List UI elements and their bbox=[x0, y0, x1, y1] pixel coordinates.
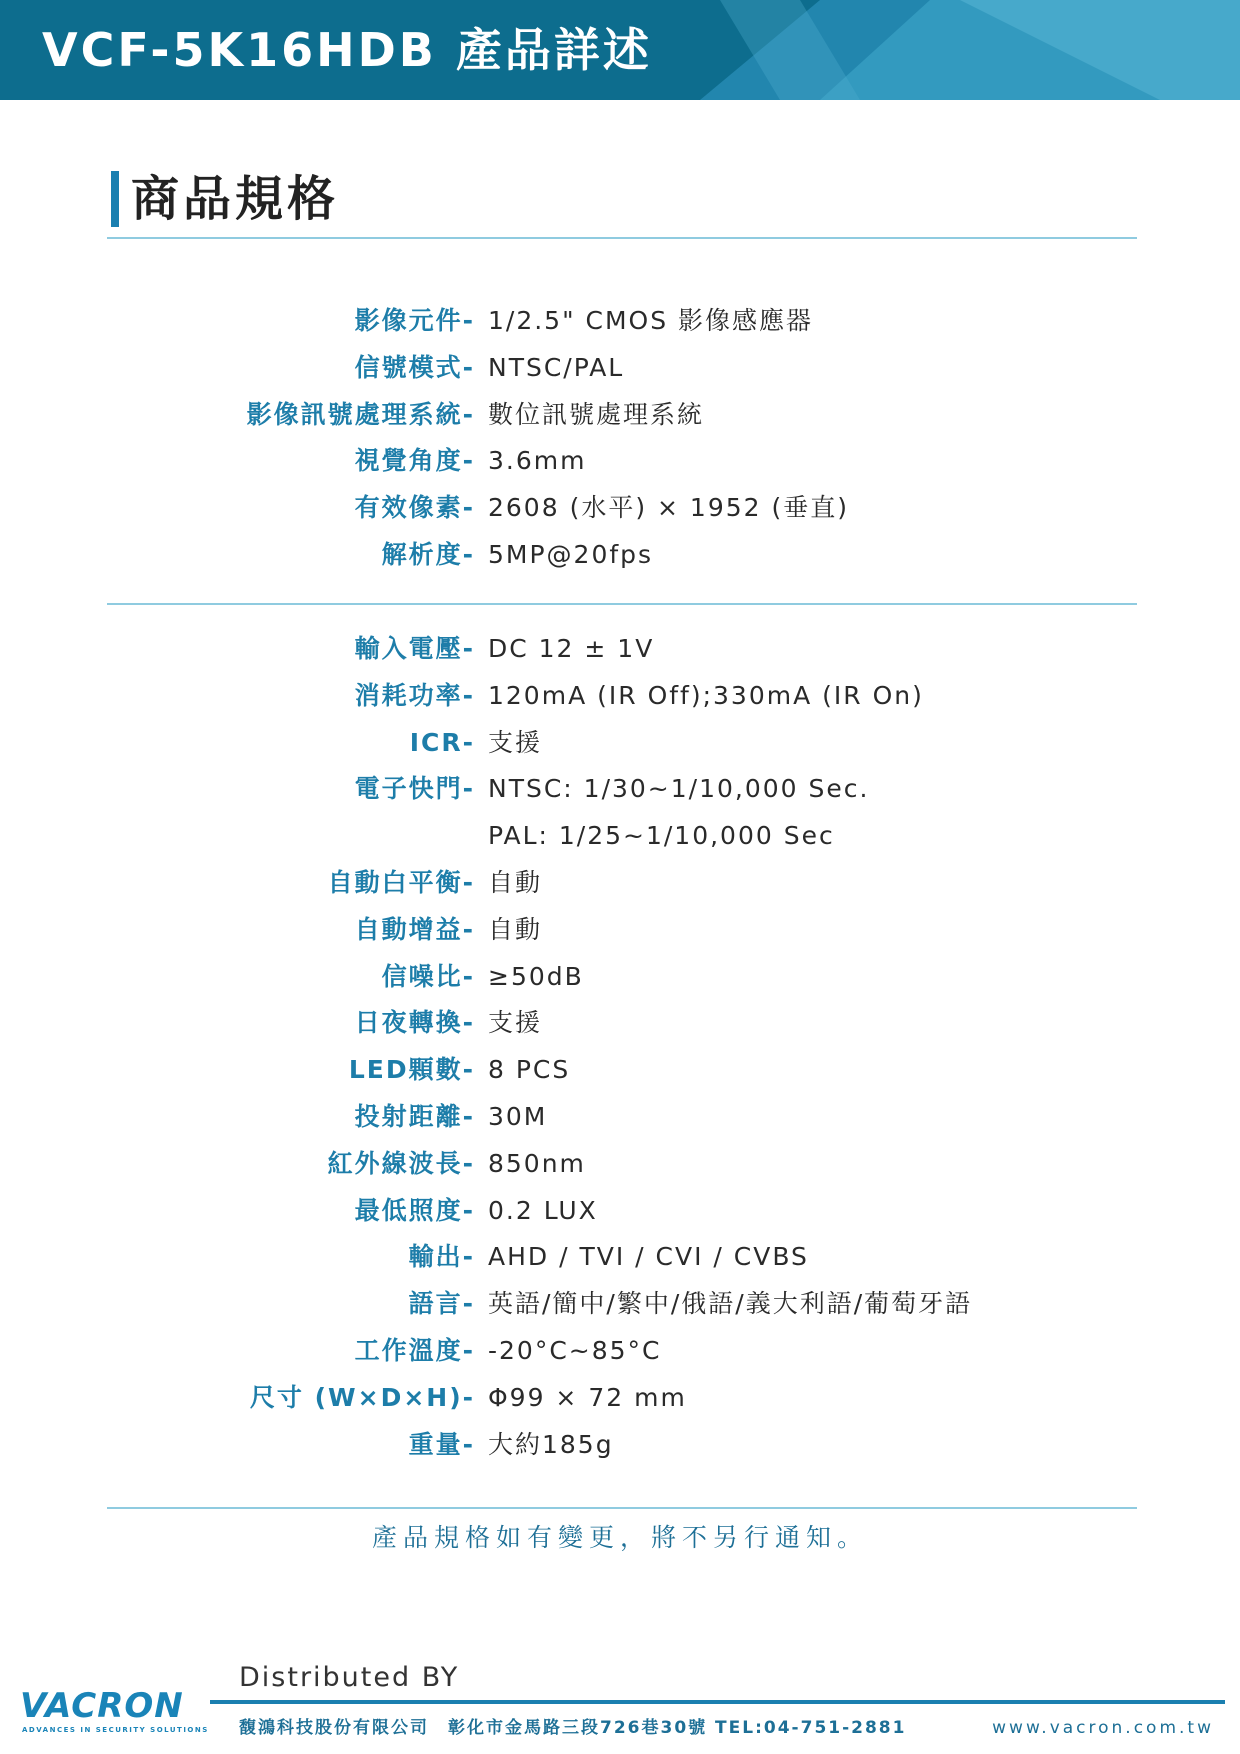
spec-label: 有效像素- bbox=[354, 493, 475, 523]
spec-value: 支援 bbox=[488, 727, 543, 757]
spec-value: 8 PCS bbox=[488, 1055, 571, 1085]
spec-label: 最低照度- bbox=[354, 1195, 475, 1225]
spec-value: 120mA (IR Off);330mA (IR On) bbox=[488, 680, 924, 710]
spec-value: PAL: 1/25~1/10,000 Sec bbox=[488, 821, 835, 851]
spec-row bbox=[0, 813, 1240, 860]
spec-value: ≥50dB bbox=[488, 961, 584, 991]
spec-value: 支援 bbox=[488, 1008, 543, 1038]
spec-value: 3.6mm bbox=[488, 446, 587, 476]
spec-row bbox=[0, 860, 1240, 907]
spec-row bbox=[0, 954, 1240, 1001]
spec-value: 1/2.5" CMOS 影像感應器 bbox=[488, 306, 814, 335]
spec-value: 0.2 LUX bbox=[488, 1195, 598, 1225]
spec-label: 尺寸 (W×D×H)- bbox=[249, 1382, 475, 1412]
spec-label: 視覺角度- bbox=[354, 446, 475, 476]
spec-row bbox=[0, 532, 1240, 579]
spec-label: LED顆數- bbox=[348, 1055, 475, 1085]
spec-label: 語言- bbox=[408, 1289, 475, 1319]
spec-row bbox=[0, 392, 1240, 439]
spec-label: 自動白平衡- bbox=[327, 867, 475, 897]
spec-label: 重量- bbox=[408, 1429, 475, 1459]
header-bar bbox=[0, 0, 1240, 100]
spec-row bbox=[0, 1234, 1240, 1281]
spec-group-imaging bbox=[0, 298, 1240, 579]
spec-value: 30M bbox=[488, 1101, 548, 1131]
notice-text: 產品規格如有變更，將不另行通知。 bbox=[371, 1523, 868, 1552]
spec-label: 自動增益- bbox=[354, 914, 475, 944]
divider bbox=[107, 237, 1137, 239]
footer-divider bbox=[210, 1700, 1225, 1704]
spec-row bbox=[0, 1422, 1240, 1469]
logo-tagline: ADVANCES IN SECURITY SOLUTIONS bbox=[22, 1726, 209, 1734]
spec-label: 電子快門- bbox=[354, 774, 475, 804]
spec-label: 解析度- bbox=[381, 539, 475, 569]
spec-value: 自動 bbox=[488, 867, 543, 897]
spec-row bbox=[0, 1094, 1240, 1141]
spec-value: 英語/簡中/繁中/俄語/義大利語/葡萄牙語 bbox=[488, 1289, 973, 1319]
spec-row bbox=[0, 345, 1240, 392]
spec-value: NTSC: 1/30~1/10,000 Sec. bbox=[488, 774, 870, 804]
spec-row bbox=[0, 1375, 1240, 1422]
spec-value: AHD / TVI / CVI / CVBS bbox=[488, 1242, 809, 1272]
spec-label: 紅外線波長- bbox=[327, 1148, 475, 1178]
spec-label: 消耗功率- bbox=[354, 680, 475, 710]
spec-group-general bbox=[0, 626, 1240, 1468]
spec-value: 數位訊號處理系統 bbox=[488, 399, 705, 429]
spec-value: 850nm bbox=[488, 1148, 586, 1178]
spec-row bbox=[0, 673, 1240, 720]
spec-label: 信號模式- bbox=[354, 352, 475, 382]
distributed-by: Distributed BY bbox=[239, 1662, 460, 1693]
spec-value: 2608 (水平) × 1952 (垂直) bbox=[488, 493, 849, 523]
spec-label: 輸入電壓- bbox=[354, 634, 475, 663]
spec-label: 影像元件- bbox=[354, 306, 475, 335]
spec-value: NTSC/PAL bbox=[488, 352, 625, 382]
spec-label: ICR- bbox=[409, 727, 475, 757]
spec-value: -20°C~85°C bbox=[488, 1335, 662, 1365]
spec-label: 投射距離- bbox=[354, 1101, 475, 1131]
spec-row bbox=[0, 1000, 1240, 1047]
spec-row bbox=[0, 1188, 1240, 1235]
spec-label: 輸出- bbox=[408, 1242, 475, 1272]
divider bbox=[107, 1507, 1137, 1509]
spec-row bbox=[0, 626, 1240, 673]
spec-row bbox=[0, 485, 1240, 532]
spec-label: 工作溫度- bbox=[354, 1335, 475, 1365]
spec-value: DC 12 ± 1V bbox=[488, 634, 655, 663]
spec-value: 自動 bbox=[488, 914, 543, 944]
spec-row bbox=[0, 1281, 1240, 1328]
vacron-logo bbox=[20, 1688, 210, 1740]
spec-row bbox=[0, 720, 1240, 767]
spec-row bbox=[0, 1047, 1240, 1094]
spec-value: 大約185g bbox=[488, 1429, 614, 1459]
divider bbox=[107, 603, 1137, 605]
spec-row bbox=[0, 1141, 1240, 1188]
footer bbox=[0, 1650, 1240, 1754]
spec-row bbox=[0, 766, 1240, 813]
spec-label: 日夜轉換- bbox=[354, 1008, 475, 1038]
spec-value: 5MP@20fps bbox=[488, 539, 654, 569]
logo-wordmark: VACRON bbox=[20, 1686, 184, 1726]
spec-label: 影像訊號處理系統- bbox=[246, 399, 475, 429]
website-link[interactable]: www.vacron.com.tw bbox=[992, 1718, 1214, 1738]
spec-value: Φ99 × 72 mm bbox=[488, 1382, 687, 1412]
spec-row bbox=[0, 438, 1240, 485]
spec-row bbox=[0, 907, 1240, 954]
spec-label: 信噪比- bbox=[381, 961, 475, 991]
section-heading: 商品規格 bbox=[111, 171, 339, 227]
spec-row bbox=[0, 1328, 1240, 1375]
spec-row bbox=[0, 298, 1240, 345]
company-info: 馥鴻科技股份有限公司 彰化市金馬路三段726巷30號 TEL:04-751-2881 bbox=[239, 1718, 907, 1738]
page-title: VCF-5K16HDB 產品詳述 bbox=[42, 23, 652, 77]
